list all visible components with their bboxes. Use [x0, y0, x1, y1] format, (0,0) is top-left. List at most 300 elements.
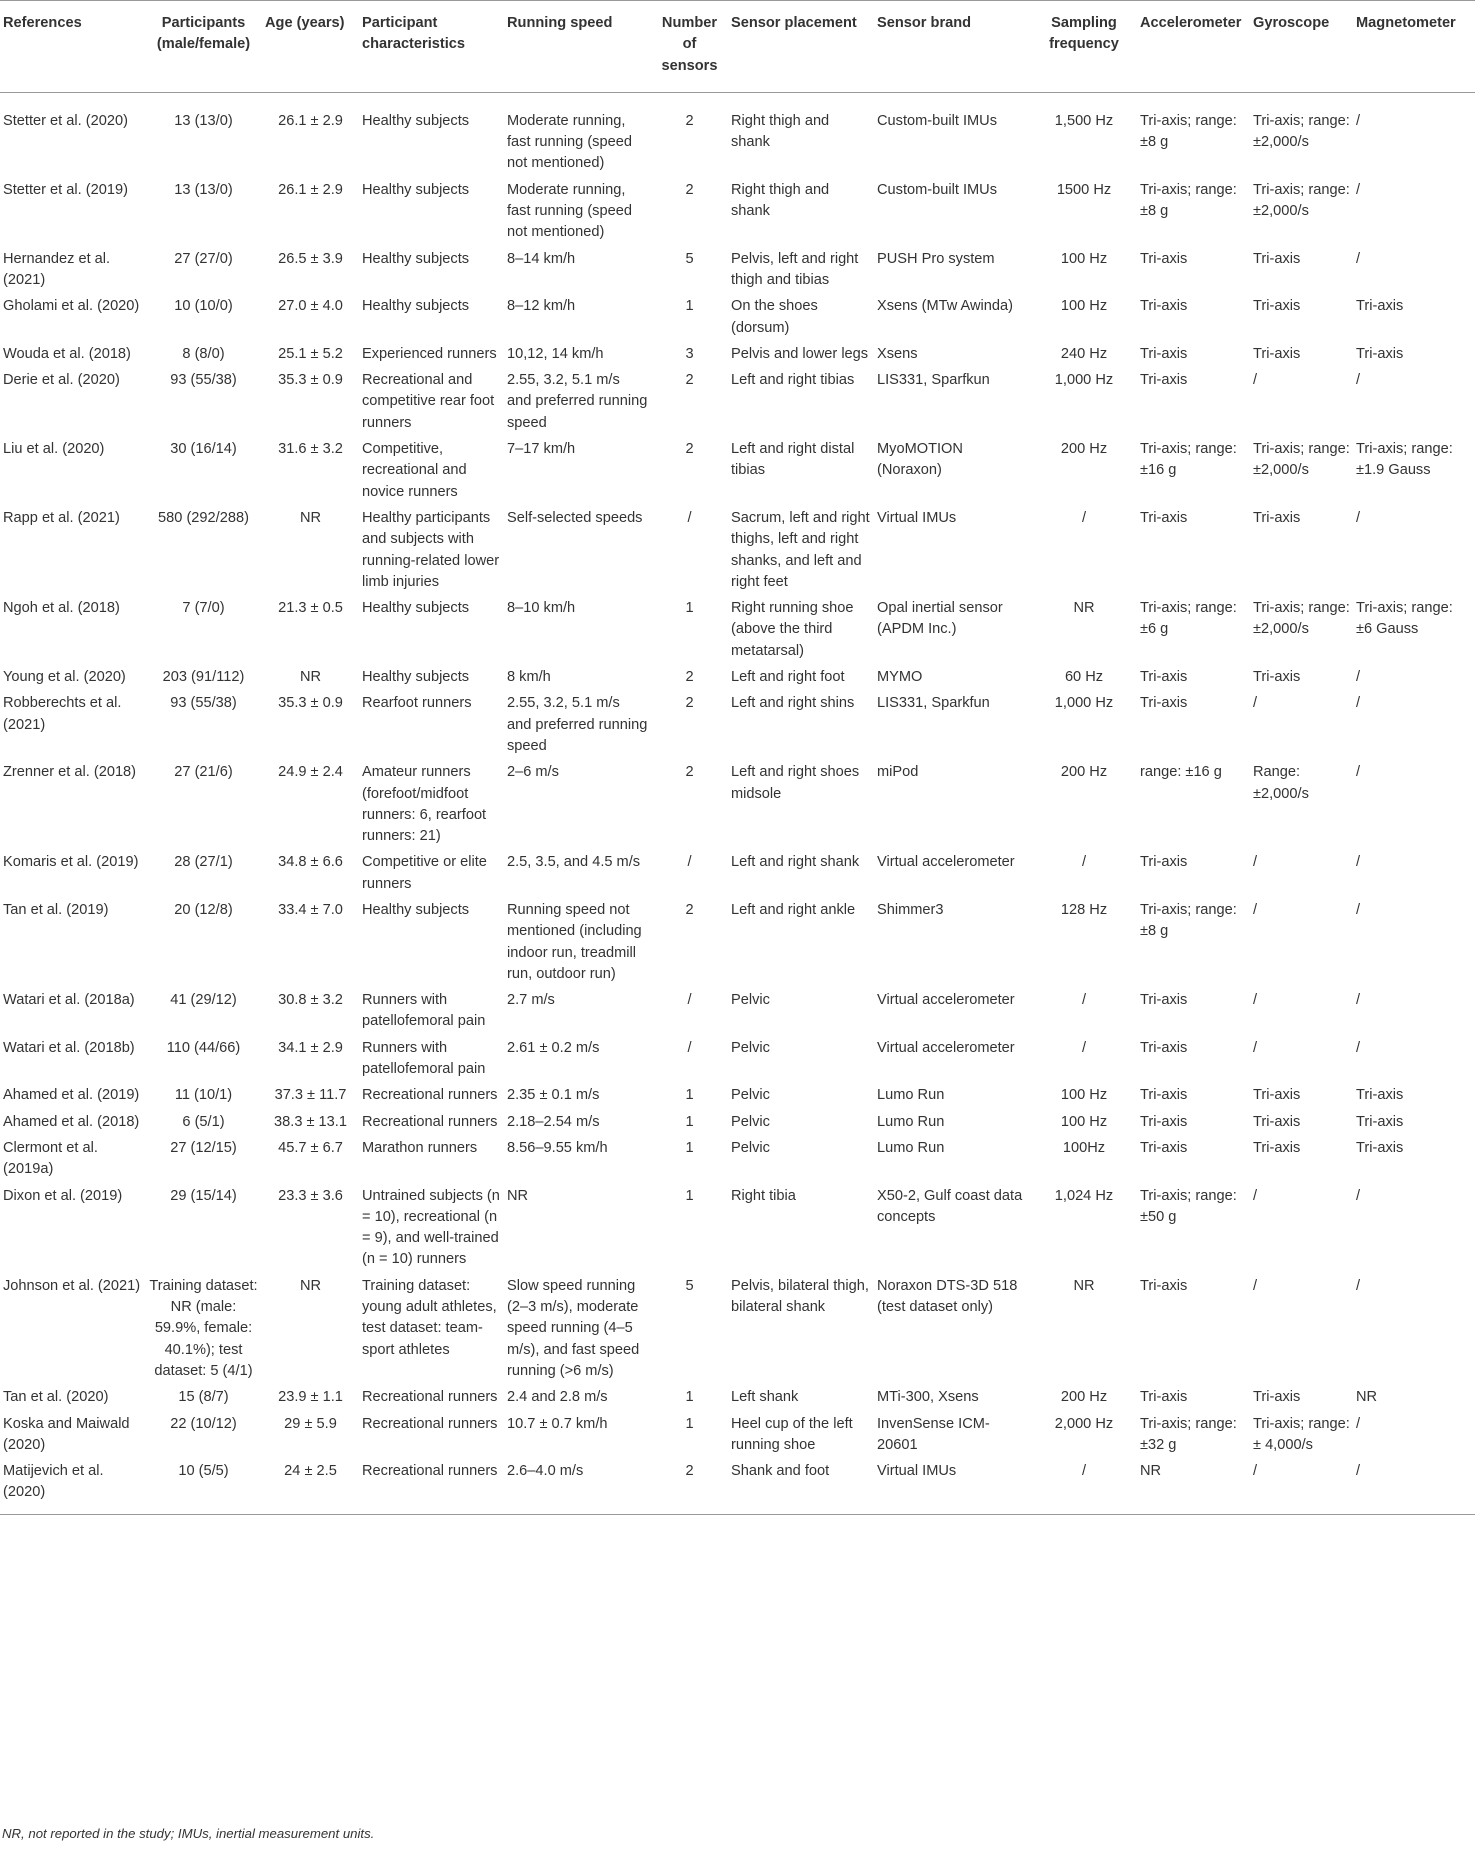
cell-sampling-frequency: /: [1081, 992, 1087, 1009]
cell-participants: 93 (55/38): [170, 372, 237, 389]
cell-characteristics: Amateur runners (forefoot/midfoot runners: 6, rearfoot runners: 21): [362, 764, 487, 845]
cell-sensor-placement: Pelvic: [731, 1039, 770, 1056]
cell-running-speed: 2.55, 3.2, 5.1 m/s and preferred running speed: [507, 372, 648, 431]
cell-sensor-brand: Lumo Run: [877, 1113, 945, 1130]
cell-magnetometer: Tri-axis; range: ±1.9 Gauss: [1356, 441, 1453, 479]
cell-accelerometer: Tri-axis; range: ±8 g: [1140, 181, 1237, 220]
cell-age: 35.3 ± 0.9: [278, 372, 343, 389]
cell-running-speed: Running speed not mentioned (including indoor run, treadmill run, outdoor run): [507, 901, 642, 982]
cell-sensor-count: 2: [685, 441, 694, 458]
cell-characteristics: Recreational runners: [362, 1415, 498, 1432]
cell-reference: Tan et al. (2020): [3, 1389, 109, 1406]
cell-accelerometer: Tri-axis; range: ±32 g: [1140, 1415, 1237, 1453]
cell-reference: Liu et al. (2020): [3, 441, 105, 458]
cell-sampling-frequency: 100 Hz: [1060, 1113, 1108, 1130]
cell-reference: Tan et al. (2019): [3, 901, 109, 918]
cell-sensor-placement: Shank and foot: [728, 1458, 874, 1514]
table-row: [0, 1273, 1475, 1384]
cell-sensor-brand: Virtual IMUs: [874, 1458, 1031, 1514]
cell-sampling-frequency: /: [1081, 509, 1087, 526]
cell-magnetometer: /: [1356, 992, 1361, 1009]
cell-reference: Gholami et al. (2020): [3, 298, 140, 315]
table-row: [0, 341, 1475, 367]
table-row: [0, 505, 1475, 595]
cell-sensor-count: 2: [685, 901, 694, 918]
cell-sampling-frequency: 1,500 Hz: [1054, 112, 1114, 129]
cell-sensor-brand: Xsens: [877, 345, 918, 362]
cell-gyroscope: Tri-axis: [1253, 1113, 1301, 1130]
cell-participants: 13 (13/0): [174, 181, 233, 198]
cell-sensor-count: 1: [685, 1389, 694, 1406]
table-row: [0, 690, 1475, 759]
cell-characteristics: Healthy subjects: [362, 250, 470, 267]
cell-magnetometer: Tri-axis: [1356, 1087, 1404, 1104]
cell-gyroscope: Range: ±2,000/s: [1253, 764, 1309, 802]
cell-reference: Watari et al. (2018b): [3, 1039, 135, 1056]
cell-gyroscope: /: [1250, 1458, 1353, 1514]
cell-sensor-count: 2: [685, 112, 694, 129]
cell-characteristics: Healthy subjects: [362, 298, 470, 315]
cell-characteristics: Recreational runners: [359, 1458, 504, 1514]
header-participants: Participants (male/female): [145, 1, 262, 93]
cell-accelerometer: Tri-axis; range: ±8 g: [1140, 901, 1237, 940]
cell-sensor-placement: Pelvic: [731, 1113, 770, 1130]
cell-age: 24.9 ± 2.4: [278, 764, 343, 781]
cell-sensor-brand: LIS331, Sparfkun: [877, 372, 990, 389]
cell-participants: 10 (5/5): [145, 1458, 262, 1514]
cell-accelerometer: Tri-axis: [1140, 854, 1188, 871]
cell-sensor-brand: Xsens (MTw Awinda): [877, 298, 1013, 315]
cell-characteristics: Runners with patellofemoral pain: [362, 992, 486, 1030]
cell-sampling-frequency: 100 Hz: [1060, 298, 1108, 315]
cell-reference: Komaris et al. (2019): [3, 854, 139, 871]
cell-gyroscope: /: [1253, 372, 1258, 389]
cell-participants: 203 (91/112): [162, 669, 245, 686]
cell-characteristics: Training dataset: young adult athletes, test dataset: team-sport athletes: [362, 1277, 497, 1358]
cell-sensor-count: /: [687, 509, 692, 526]
cell-reference: Stetter et al. (2020): [3, 112, 128, 129]
table-row: [0, 1109, 1475, 1135]
cell-gyroscope: /: [1253, 901, 1258, 918]
table-row: [0, 367, 1475, 436]
cell-age: 38.3 ± 13.1: [274, 1113, 347, 1130]
cell-sensor-brand: InvenSense ICM-20601: [877, 1415, 990, 1453]
cell-sampling-frequency: 60 Hz: [1064, 669, 1104, 686]
cell-magnetometer: /: [1356, 181, 1361, 198]
cell-accelerometer: Tri-axis; range: ±16 g: [1140, 441, 1237, 479]
cell-characteristics: Recreational runners: [362, 1087, 498, 1104]
cell-sensor-count: 2: [651, 1458, 728, 1514]
cell-characteristics: Healthy subjects: [362, 901, 470, 918]
cell-running-speed: Slow speed running (2–3 m/s), moderate speed running (4–5 m/s), and fast speed running (>6 m/s): [507, 1277, 640, 1379]
cell-reference: Ngoh et al. (2018): [3, 600, 120, 617]
cell-accelerometer: Tri-axis; range: ±50 g: [1140, 1187, 1237, 1225]
cell-gyroscope: Tri-axis: [1253, 345, 1301, 362]
cell-reference: Clermont et al. (2019a): [3, 1139, 98, 1178]
cell-reference: Young et al. (2020): [3, 669, 126, 686]
cell-characteristics: Marathon runners: [362, 1139, 478, 1156]
cell-gyroscope: /: [1253, 1039, 1258, 1056]
cell-sampling-frequency: 200 Hz: [1060, 441, 1108, 458]
cell-sensor-placement: Left and right tibias: [731, 372, 855, 389]
table-footnote: NR, not reported in the study; IMUs, inertial measurement units.: [2, 1826, 375, 1841]
cell-participants: 10 (10/0): [174, 298, 233, 315]
cell-sensor-count: /: [687, 1039, 692, 1056]
cell-sensor-placement: Sacrum, left and right thighs, left and right shanks, and left and right feet: [731, 509, 870, 590]
cell-reference: Ahamed et al. (2019): [3, 1087, 140, 1104]
table-row: [0, 1183, 1475, 1273]
cell-sampling-frequency: 100 Hz: [1060, 1087, 1108, 1104]
header-references: References: [0, 1, 145, 93]
table-body: [0, 92, 1475, 1514]
cell-accelerometer: Tri-axis: [1140, 372, 1188, 389]
header-magnetometer: Magnetometer: [1353, 1, 1475, 93]
cell-sensor-brand: Lumo Run: [877, 1139, 945, 1156]
cell-accelerometer: Tri-axis: [1140, 1139, 1188, 1156]
cell-sensor-placement: Left and right ankle: [731, 901, 856, 918]
cell-sampling-frequency: /: [1081, 1039, 1087, 1056]
cell-sampling-frequency: 1,000 Hz: [1054, 372, 1114, 389]
cell-sensor-count: 1: [685, 1139, 694, 1156]
cell-participants: 110 (44/66): [166, 1039, 241, 1056]
cell-participants: 15 (8/7): [178, 1389, 229, 1406]
cell-age: 23.9 ± 1.1: [278, 1389, 343, 1406]
table-row: [0, 595, 1475, 664]
cell-reference: Dixon et al. (2019): [3, 1187, 123, 1204]
cell-reference: Derie et al. (2020): [3, 372, 120, 389]
cell-running-speed: 2–6 m/s: [507, 764, 559, 781]
cell-participants: 20 (12/8): [174, 901, 233, 918]
cell-magnetometer: /: [1356, 112, 1361, 129]
cell-running-speed: 10,12, 14 km/h: [507, 345, 604, 362]
cell-running-speed: Moderate running, fast running (speed not mentioned): [507, 181, 632, 241]
cell-accelerometer: Tri-axis: [1140, 1039, 1188, 1056]
cell-sensor-count: 2: [685, 181, 694, 198]
cell-sensor-placement: Pelvis, bilateral thigh, bilateral shank: [731, 1277, 869, 1316]
cell-reference: Watari et al. (2018a): [3, 992, 135, 1009]
cell-accelerometer: NR: [1137, 1458, 1250, 1514]
cell-sensor-count: 1: [685, 1415, 694, 1432]
cell-participants: 29 (15/14): [170, 1187, 237, 1204]
cell-gyroscope: /: [1253, 992, 1258, 1009]
cell-sensor-placement: On the shoes (dorsum): [731, 298, 818, 336]
cell-sampling-frequency: 240 Hz: [1060, 345, 1108, 362]
cell-reference: Ahamed et al. (2018): [3, 1113, 140, 1130]
cell-sensor-brand: Shimmer3: [877, 901, 944, 918]
cell-sampling-frequency: /: [1031, 1458, 1137, 1514]
cell-sampling-frequency: 200 Hz: [1060, 1389, 1108, 1406]
cell-reference: Koska and Maiwald (2020): [3, 1415, 130, 1453]
cell-accelerometer: Tri-axis: [1140, 250, 1188, 267]
cell-magnetometer: Tri-axis: [1356, 1139, 1404, 1156]
cell-age: 45.7 ± 6.7: [278, 1139, 343, 1156]
cell-sensor-placement: Left and right shank: [731, 854, 860, 871]
cell-characteristics: Untrained subjects (n = 10), recreational (n = 9), and well-trained (n = 10) runners: [362, 1187, 500, 1268]
table-row: [0, 1035, 1475, 1083]
cell-reference: Wouda et al. (2018): [3, 345, 131, 362]
cell-magnetometer: /: [1356, 509, 1361, 526]
cell-sensor-count: 1: [685, 1087, 694, 1104]
cell-sensor-placement: Left and right shoes midsole: [731, 764, 860, 802]
table-row: [0, 246, 1475, 294]
cell-gyroscope: /: [1253, 695, 1258, 712]
cell-participants: 27 (27/0): [174, 250, 233, 267]
header-sensor-placement: Sensor placement: [728, 1, 874, 93]
cell-sampling-frequency: /: [1081, 854, 1087, 871]
cell-participants: 27 (12/15): [170, 1139, 237, 1156]
cell-magnetometer: /: [1356, 764, 1361, 781]
cell-sensor-brand: MYMO: [877, 669, 923, 686]
cell-age: 35.3 ± 0.9: [278, 695, 343, 712]
cell-characteristics: Healthy subjects: [362, 112, 470, 129]
table-row: [0, 759, 1475, 849]
cell-participants: 6 (5/1): [182, 1113, 225, 1130]
cell-reference: Rapp et al. (2021): [3, 509, 120, 526]
header-accelerometer: Accelerometer: [1137, 1, 1250, 93]
cell-age: 30.8 ± 3.2: [278, 992, 343, 1009]
cell-magnetometer: /: [1356, 669, 1361, 686]
cell-characteristics: Healthy participants and subjects with running-related lower limb injuries: [362, 509, 500, 590]
cell-running-speed: 8 km/h: [507, 669, 551, 686]
cell-accelerometer: Tri-axis; range: ±6 g: [1140, 600, 1237, 638]
cell-sampling-frequency: NR: [1073, 600, 1095, 617]
cell-characteristics: Competitive, recreational and novice runners: [362, 441, 467, 500]
cell-gyroscope: Tri-axis: [1253, 1389, 1301, 1406]
cell-sampling-frequency: 128 Hz: [1060, 901, 1108, 918]
cell-accelerometer: Tri-axis; range: ±8 g: [1140, 112, 1237, 151]
cell-age: NR: [299, 1277, 322, 1294]
cell-running-speed: 2.35 ± 0.1 m/s: [507, 1087, 600, 1104]
cell-age: NR: [299, 669, 322, 686]
cell-age: 26.5 ± 3.9: [278, 250, 343, 267]
cell-magnetometer: /: [1356, 250, 1361, 267]
cell-participants: 580 (292/288): [158, 509, 249, 526]
cell-age: NR: [299, 509, 322, 526]
cell-sampling-frequency: 2,000 Hz: [1054, 1415, 1114, 1432]
cell-sensor-placement: Left shank: [731, 1389, 799, 1406]
cell-running-speed: 2.4 and 2.8 m/s: [507, 1389, 608, 1406]
header-gyroscope: Gyroscope: [1250, 1, 1353, 93]
cell-sensor-brand: Virtual accelerometer: [877, 854, 1015, 871]
cell-participants: 7 (7/0): [182, 600, 225, 617]
cell-age: 34.1 ± 2.9: [278, 1039, 343, 1056]
cell-sensor-brand: Custom-built IMUs: [877, 181, 998, 198]
cell-sensor-count: 1: [685, 298, 694, 315]
cell-running-speed: 2.55, 3.2, 5.1 m/s and preferred running speed: [507, 695, 648, 754]
table-row: [0, 987, 1475, 1035]
table-row: [0, 177, 1475, 246]
cell-running-speed: NR: [507, 1187, 529, 1204]
cell-magnetometer: Tri-axis: [1356, 298, 1404, 315]
table-row: [0, 436, 1475, 505]
header-row: [0, 1, 1475, 93]
cell-accelerometer: Tri-axis: [1140, 992, 1188, 1009]
cell-gyroscope: Tri-axis; range: ± 4,000/s: [1253, 1415, 1350, 1453]
table-row: [0, 897, 1475, 987]
cell-sensor-placement: Right tibia: [731, 1187, 796, 1204]
cell-sampling-frequency: NR: [1073, 1277, 1095, 1294]
header-running-speed: Running speed: [504, 1, 651, 93]
cell-age: 24 ± 2.5: [262, 1458, 359, 1514]
cell-sampling-frequency: 100 Hz: [1060, 250, 1108, 267]
cell-reference: Matijevich et al. (2020): [0, 1458, 145, 1514]
cell-running-speed: 8–12 km/h: [507, 298, 576, 315]
cell-sensor-placement: Pelvic: [731, 1139, 770, 1156]
cell-participants: 30 (16/14): [170, 441, 237, 458]
cell-sampling-frequency: 100Hz: [1062, 1139, 1106, 1156]
cell-sensor-placement: Left and right shins: [731, 695, 855, 712]
cell-reference: Stetter et al. (2019): [3, 181, 128, 198]
cell-characteristics: Competitive or elite runners: [362, 854, 487, 892]
cell-running-speed: 2.18–2.54 m/s: [507, 1113, 600, 1130]
cell-running-speed: 7–17 km/h: [507, 441, 576, 458]
cell-participants: 8 (8/0): [182, 345, 225, 362]
cell-running-speed: 10.7 ± 0.7 km/h: [507, 1415, 608, 1432]
cell-sensor-brand: Virtual IMUs: [877, 509, 957, 526]
table-row: [0, 664, 1475, 690]
cell-running-speed: Self-selected speeds: [507, 509, 643, 526]
cell-gyroscope: Tri-axis; range: ±2,000/s: [1253, 112, 1350, 151]
cell-sensor-placement: Right running shoe (above the third metatarsal): [731, 600, 854, 659]
cell-sensor-placement: Pelvis, left and right thigh and tibias: [731, 250, 859, 288]
cell-sensor-brand: Virtual accelerometer: [877, 1039, 1015, 1056]
cell-reference: Robberechts et al. (2021): [3, 695, 122, 733]
cell-sensor-count: 1: [685, 600, 694, 617]
cell-sensor-count: 2: [685, 372, 694, 389]
cell-participants: 93 (55/38): [170, 695, 237, 712]
table-row: [0, 849, 1475, 897]
cell-accelerometer: Tri-axis: [1140, 1389, 1188, 1406]
cell-sensor-count: 1: [685, 1187, 694, 1204]
cell-sensor-count: 2: [685, 669, 694, 686]
cell-sensor-brand: miPod: [877, 764, 919, 781]
cell-age: 23.3 ± 3.6: [278, 1187, 343, 1204]
cell-characteristics: Experienced runners: [362, 345, 497, 362]
cell-magnetometer: /: [1356, 695, 1361, 712]
cell-sensor-brand: X50-2, Gulf coast data concepts: [877, 1187, 1023, 1225]
cell-age: 29 ± 5.9: [284, 1415, 337, 1432]
cell-running-speed: 2.7 m/s: [507, 992, 555, 1009]
cell-accelerometer: Tri-axis: [1140, 1113, 1188, 1130]
cell-age: 26.1 ± 2.9: [278, 112, 343, 129]
cell-magnetometer: /: [1356, 1039, 1361, 1056]
cell-sensor-placement: Pelvic: [731, 1087, 770, 1104]
cell-sensor-brand: Opal inertial sensor (APDM Inc.): [877, 600, 1003, 638]
cell-reference: Johnson et al. (2021): [3, 1277, 141, 1294]
cell-accelerometer: Tri-axis: [1140, 298, 1188, 315]
cell-sensor-placement: Right thigh and shank: [731, 112, 830, 151]
cell-sensor-count: /: [687, 854, 692, 871]
cell-participants: 27 (21/6): [174, 764, 233, 781]
cell-gyroscope: Tri-axis: [1253, 1087, 1301, 1104]
table-row: [0, 1384, 1475, 1410]
cell-gyroscope: Tri-axis; range: ±2,000/s: [1253, 181, 1350, 220]
cell-participants: 11 (10/1): [174, 1087, 233, 1104]
cell-age: 33.4 ± 7.0: [278, 901, 343, 918]
cell-participants: 28 (27/1): [174, 854, 233, 871]
header-number-of-sensors: Number of sensors: [651, 1, 728, 93]
cell-running-speed: Moderate running, fast running (speed not mentioned): [507, 112, 632, 172]
cell-reference: Zrenner et al. (2018): [3, 764, 137, 781]
cell-magnetometer: /: [1356, 1277, 1361, 1294]
cell-sensor-brand: MyoMOTION (Noraxon): [877, 441, 963, 479]
cell-running-speed: 2.6–4.0 m/s: [504, 1458, 651, 1514]
cell-gyroscope: Tri-axis: [1253, 250, 1301, 267]
cell-characteristics: Recreational and competitive rear foot runners: [362, 372, 495, 431]
cell-magnetometer: Tri-axis: [1356, 345, 1404, 362]
cell-age: 34.8 ± 6.6: [278, 854, 343, 871]
cell-sensor-brand: PUSH Pro system: [877, 250, 995, 267]
cell-accelerometer: Tri-axis: [1140, 669, 1188, 686]
cell-sensor-brand: Custom-built IMUs: [877, 112, 998, 129]
cell-sensor-count: 5: [685, 1277, 694, 1294]
cell-age: 37.3 ± 11.7: [274, 1087, 347, 1104]
cell-sensor-count: 2: [685, 695, 694, 712]
cell-sampling-frequency: 1,000 Hz: [1054, 695, 1114, 712]
cell-age: 25.1 ± 5.2: [278, 345, 343, 362]
cell-gyroscope: Tri-axis: [1253, 509, 1301, 526]
cell-age: 21.3 ± 0.5: [278, 600, 343, 617]
cell-accelerometer: Tri-axis: [1140, 345, 1188, 362]
table-row: [0, 1082, 1475, 1108]
cell-characteristics: Rearfoot runners: [362, 695, 472, 712]
header-sensor-brand: Sensor brand: [874, 1, 1031, 93]
cell-magnetometer: /: [1353, 1458, 1475, 1514]
cell-sensor-count: /: [687, 992, 692, 1009]
cell-sensor-placement: Right thigh and shank: [731, 181, 830, 220]
cell-reference: Hernandez et al. (2021): [3, 250, 111, 288]
cell-sensor-brand: Noraxon DTS-3D 518 (test dataset only): [877, 1277, 1018, 1316]
table-row: [0, 293, 1475, 341]
cell-sensor-count: 5: [685, 250, 694, 267]
cell-sensor-placement: Heel cup of the left running shoe: [731, 1415, 853, 1453]
table-row: [0, 1458, 1475, 1514]
cell-sensor-placement: Pelvis and lower legs: [731, 345, 869, 362]
cell-gyroscope: Tri-axis: [1253, 1139, 1301, 1156]
cell-sensor-count: 3: [685, 345, 694, 362]
cell-participants: 22 (10/12): [170, 1415, 237, 1432]
cell-sampling-frequency: 1,024 Hz: [1054, 1187, 1114, 1204]
cell-magnetometer: Tri-axis: [1356, 1113, 1404, 1130]
cell-accelerometer: Tri-axis: [1140, 1277, 1188, 1294]
cell-participants: 41 (29/12): [170, 992, 237, 1009]
cell-accelerometer: Tri-axis: [1140, 1087, 1188, 1104]
cell-age: 31.6 ± 3.2: [278, 441, 343, 458]
table-row: [0, 1411, 1475, 1459]
header-participant-characteristics: Participant characteristics: [359, 1, 504, 93]
cell-characteristics: Recreational runners: [362, 1389, 498, 1406]
cell-participants: 13 (13/0): [174, 112, 233, 129]
cell-gyroscope: Tri-axis: [1253, 669, 1301, 686]
cell-running-speed: 2.61 ± 0.2 m/s: [507, 1039, 600, 1056]
cell-running-speed: 2.5, 3.5, and 4.5 m/s: [507, 854, 641, 871]
cell-running-speed: 8–14 km/h: [507, 250, 576, 267]
cell-sensor-brand: Virtual accelerometer: [877, 992, 1015, 1009]
cell-magnetometer: /: [1356, 372, 1361, 389]
cell-accelerometer: Tri-axis: [1140, 695, 1188, 712]
header-age: Age (years): [262, 1, 359, 93]
cell-running-speed: 8–10 km/h: [507, 600, 576, 617]
cell-characteristics: Healthy subjects: [362, 600, 470, 617]
cell-age: 26.1 ± 2.9: [278, 181, 343, 198]
cell-magnetometer: NR: [1356, 1389, 1378, 1406]
cell-magnetometer: /: [1356, 1187, 1361, 1204]
cell-sampling-frequency: 200 Hz: [1060, 764, 1108, 781]
cell-sensor-brand: Lumo Run: [877, 1087, 945, 1104]
cell-accelerometer: Tri-axis: [1140, 509, 1188, 526]
cell-sensor-placement: Left and right foot: [731, 669, 845, 686]
cell-sampling-frequency: 1500 Hz: [1056, 181, 1112, 198]
